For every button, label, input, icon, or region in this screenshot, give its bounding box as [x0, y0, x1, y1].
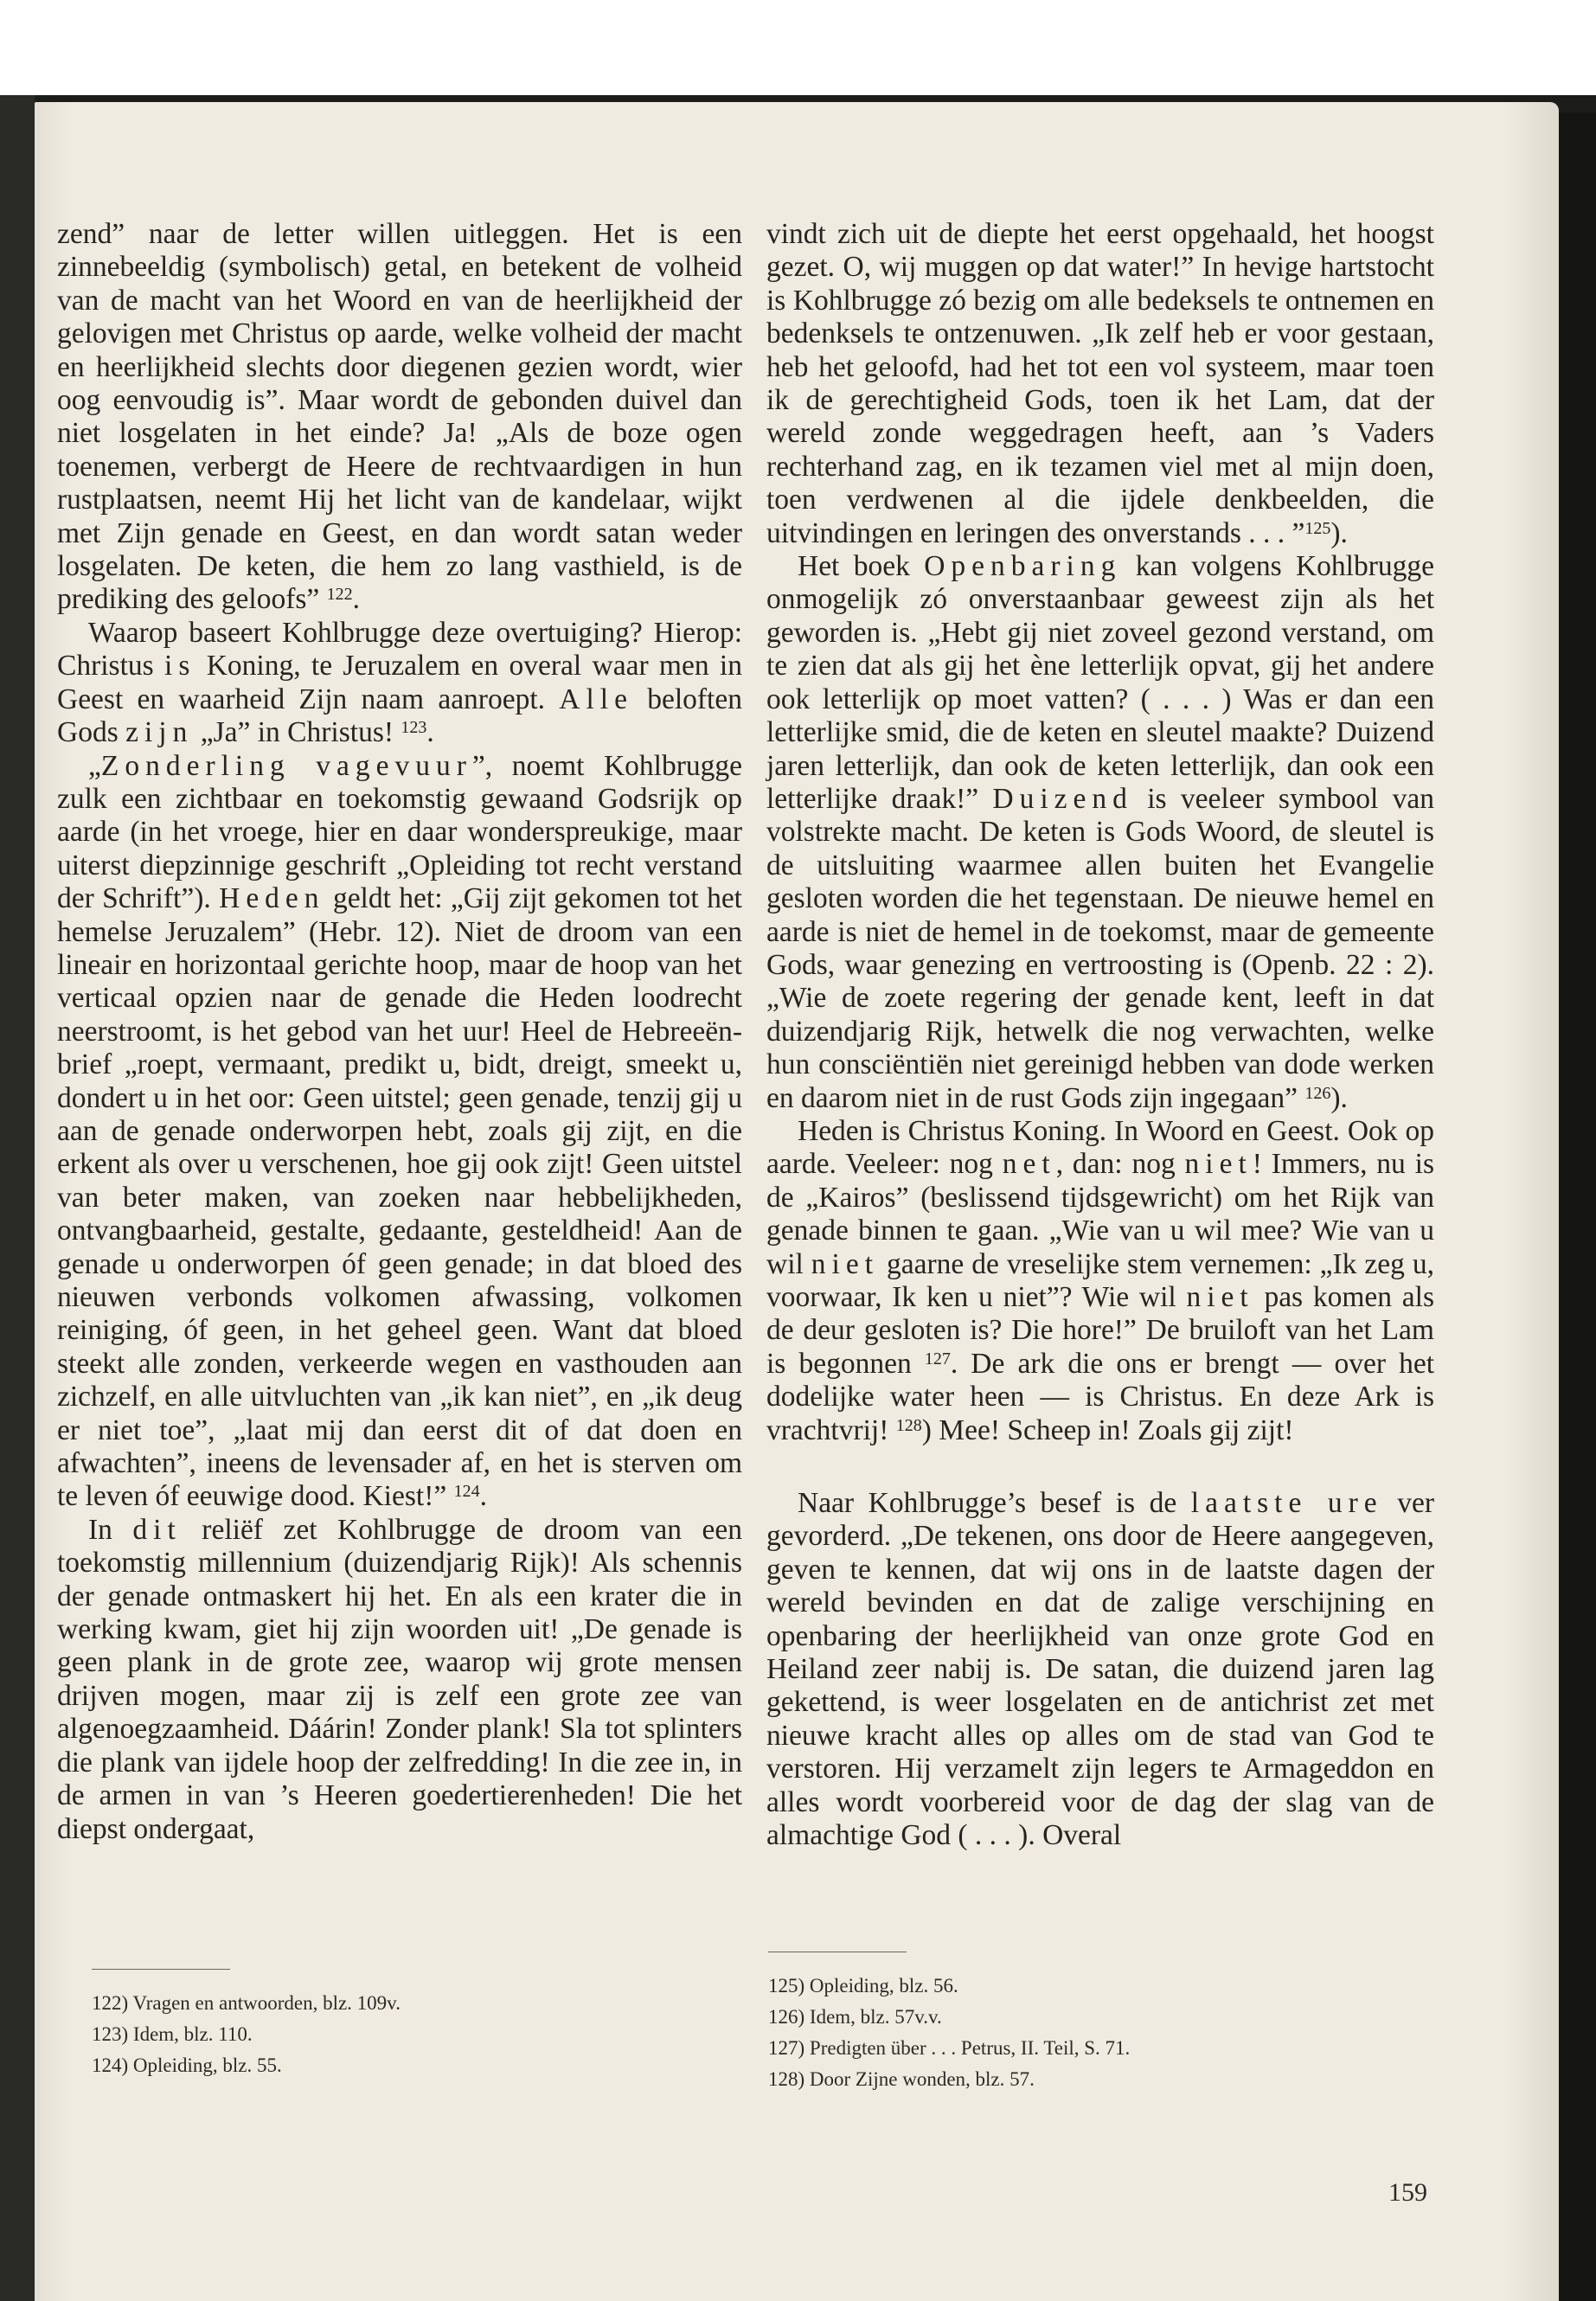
paragraph: Het boek Openbaring kan volgens Kohlbrugge onmogelijk zó onverstaanbaar geweest zijn als het geworden is. „Hebt gij niet zoveel gezond verstand, om te zien dat als gij het ène letterlijk opvat, gij het andere ook letterlijk op moet vatten? ( . . . ) Was er dan een letterlijke smid, die de keten en sleutel maakte? Duizend jaren letterlijk, dan ook de keten letterlijk, dan ook een letterlijke draak!” Duizend is veeleer symbool van volstrekte macht. De keten is Gods Woord, de sleutel is de uitsluiting waarmee allen buiten het Evangelie gesloten worden die het tegenstaan. De nieuwe hemel en aarde is niet de hemel in de toekomst, maar de gemeente Gods, waar genezing en vertroosting is (Openb. 22 : 2). „Wie de zoete regering der genade kent, leeft in dat duizendjarig Rijk, hetwelk die nog verwachten, welke hun consciëntiën niet gereinigd hebben van dode werken en daarom niet in de rust Gods zijn ingegaan” $^{126}$).: [766, 550, 1434, 1114]
paragraph: Waarop baseert Kohlbrugge deze overtuiging? Hierop: Christus is Koning, te Jeruzalem en overal waar men in Geest en waarheid Zijn naam aanroept. Alle beloften Gods zijn „Ja” in Christus! $^{123}$.: [57, 616, 742, 749]
footnote-ref: 124: [453, 1482, 480, 1502]
footnote: 128) Door Zijne wonden, blz. 57.: [768, 2068, 1035, 2090]
footnote-ref: 122: [326, 585, 353, 605]
book-page: [35, 102, 1559, 2301]
footnote: 124) Opleiding, blz. 55.: [92, 2054, 282, 2076]
book-spine-shadow: [0, 95, 35, 2301]
scan-top-margin: [0, 0, 1596, 95]
footnote: 126) Idem, blz. 57v.v.: [768, 2006, 942, 2028]
paragraph: „Zonderling vagevuur”, noemt Kohlbrugge zulk een zichtbaar en toekomstig gewaand Godsrijk op aarde (in het vroege, hier en daar wonderspreukige, maar uiterst diepzinnige geschrift „Opleiding tot recht verstand der Schrift”). Heden geldt het: „Gij zijt gekomen tot het hemelse Jeruzalem” (Hebr. 12). Niet de droom van een lineair en horizontaal gerichte hoop, maar de hoop van het verticaal opzien naar de genade die Heden loodrecht neerstroomt, is het gebod van het uur! Heel de Hebreeën-brief „roept, vermaant, predikt u, bidt, dreigt, smeekt u, dondert u in het oor: Geen uitstel; geen genade, tenzij gij u aan de genade onderworpen hebt, zoals gij zijt, en die erkent als over u verschenen, hoe gij ook zijt! Geen uitstel van beter maken, van zoeken naar hebbelijkheden, ontvangbaarheid, gestalte, gedaante, gesteldheid! Aan de genade u onderworpen óf geen genade; in dat bloed des nieuwen verbonds volkomen afwassing, volkomen reiniging, óf geen, in het geheel geen. Want dat bloed steekt alle zonden, verkeerde wegen en vasthouden aan zichzelf, en alle uitvluchten van „ik kan niet”, en „ik deug er niet toe”, „laat mij dan eerst dit of dat doen en afwachten”, ineens de levensader af, en het is sterven om te leven óf eeuwige dood. Kiest!” $^{124}$.: [57, 749, 742, 1513]
footnote: 122) Vragen en antwoorden, blz. 109v.: [92, 1992, 401, 2014]
footnote-ref: 127: [924, 1349, 951, 1368]
book-page-edge: [1557, 112, 1596, 2301]
footnote: 125) Opleiding, blz. 56.: [768, 1975, 958, 1997]
footnote-ref: 123: [401, 718, 427, 738]
paragraph: Naar Kohlbrugge’s besef is de laatste ure ver gevorderd. „De tekenen, ons door de Heere aangegeven, geven te kennen, dat wij ons in de laatste dagen der wereld bevinden en dat de zalige verschijning en openbaring der heerlijkheid van onze grote God en Heiland zeer nabij is. De satan, die duizend jaren lag gekettend, is weer losgelaten en de antichrist zet met nieuwe kracht alles op alles om de stad van God te verstoren. Hij verzamelt zijn legers te Armageddon en alles wordt voorbereid voor de dag der slag van de almachtige God ( . . . ). Overal: [766, 1487, 1435, 1852]
right-text-column: [766, 218, 1434, 1853]
footnote-ref: 128: [895, 1415, 922, 1435]
paragraph: In dit reliëf zet Kohlbrugge de droom van een toekomstig millennium (duizendjarig Rijk)! Als schennis der genade ontmaskert hij het. En als een krater die in werking kwam, giet hij zijn woorden uit! „De genade is geen plank in de grote zee, waarop wij grote mensen drijven mogen, maar zij is zelf een grote zee van algenoegzaamheid. Dáárin! Zonder plank! Sla tot splinters die plank van ijdele hoop der zelfredding! In die zee in, in de armen in van ’s Heeren goedertierenheden! Die het diepst ondergaat,: [57, 1513, 742, 1845]
footnotes-right: [768, 1971, 1374, 2095]
footnote-ref: 125: [1304, 518, 1331, 538]
paragraph: zend” naar de letter willen uitleggen. Het is een zinnebeeldig (symbolisch) getal, en betekent de volheid van de macht van het Woord en van de heerlijkheid der gelovigen met Christus op aarde, welke volheid der macht en heerlijkheid slechts door diegenen gezien wordt, wier oog eenvoudig is”. Maar wordt de gebonden duivel dan niet losgelaten in het einde? Ja! „Als de boze ogen toenemen, verbergt de Heere de rechtvaardigen in hun rustplaatsen, neemt Hij het licht van de kandelaar, wijkt met Zijn genade en Geest, en dan wordt satan weder losgelaten. De keten, die hem zo lang vasthield, is de prediking des geloofs” $^{122}$.: [57, 218, 742, 616]
page-number: 159: [1388, 2178, 1427, 2207]
footnote: 123) Idem, blz. 110.: [92, 2023, 253, 2045]
left-text-column: [57, 218, 742, 1846]
footnote: 127) Predigten über . . . Petrus, II. Teil, S. 71.: [768, 2037, 1131, 2059]
section-break: [766, 1447, 1434, 1487]
footnotes-left: [92, 1988, 611, 2081]
paragraph: vindt zich uit de diepte het eerst opgehaald, het hoogst gezet. O, wij muggen op dat water!” In hevige hartstocht is Kohlbrugge zó bezig om alle bedeksels te ontnemen en bedenksels te ontzenuwen. „Ik zelf heb er voor gestaan, heb het geloofd, had het tot een vol systeem, maar toen ik de gerechtigheid Gods, toen ik het Lam, dat der wereld zonde weggedragen heeft, aan ’s Vaders rechterhand zag, en ik tezamen viel met al mijn doen, toen verdwenen al die ijdele denkbeelden, die uitvindingen en leringen des onverstands . . . ”$^{125}$).: [766, 218, 1434, 549]
paragraph: Heden is Christus Koning. In Woord en Geest. Ook op aarde. Veeleer: nog net, dan: nog niet! Immers, nu is de „Kairos” (beslissend tijdsgewricht) om het Rijk van genade binnen te gaan. „Wie van u wil mee? Wie van u wil niet gaarne de vreselijke stem vernemen: „Ik zeg u, voorwaar, Ik ken u niet”? Wie wil niet pas komen als de deur gesloten is? Die hore!” De bruiloft van het Lam is begonnen $^{127}$. De ark die ons er brengt — over het dodelijke water heen — is Christus. En deze Ark is vrachtvrij! $^{128}$) Mee! Scheep in! Zoals gij zijt!: [766, 1114, 1435, 1446]
footnote-rule-left: [92, 1969, 230, 1970]
footnote-ref: 126: [1304, 1083, 1331, 1103]
